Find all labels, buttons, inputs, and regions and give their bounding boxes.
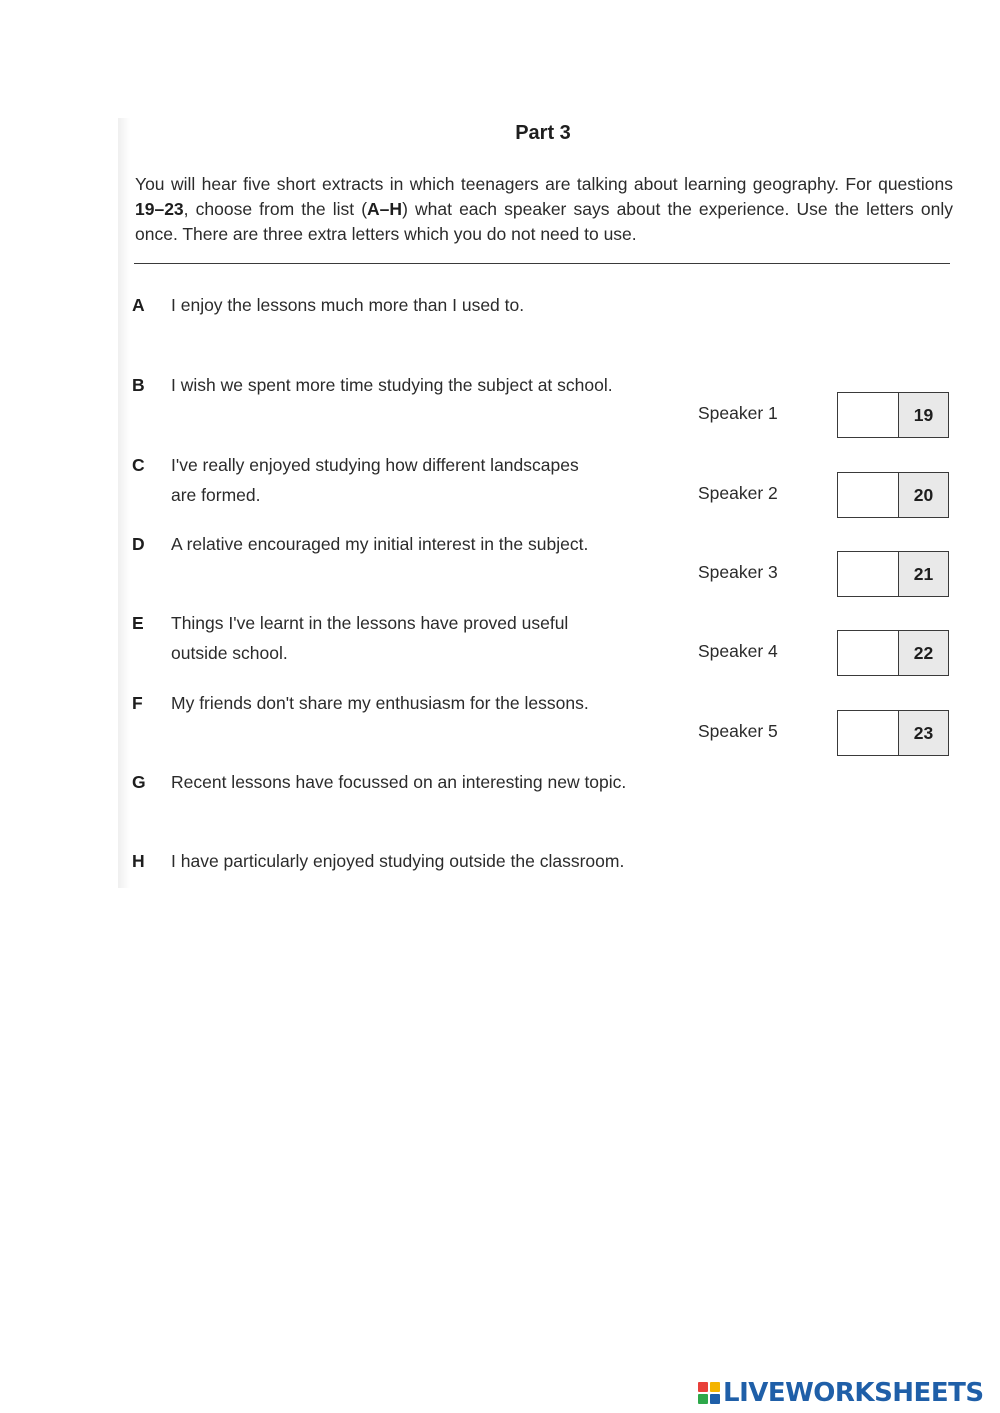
- speaker-row-1: [698, 392, 950, 438]
- answer-input-speaker-1[interactable]: [838, 393, 899, 437]
- answer-box: [837, 551, 949, 597]
- option-text-line-1: I've really enjoyed studying how different landscapes: [171, 455, 579, 475]
- question-number: 23: [899, 711, 948, 755]
- instructions-mid: , choose from the list (: [183, 199, 368, 219]
- brand-logo: [698, 1378, 984, 1408]
- option-text: [171, 608, 691, 668]
- divider: [134, 263, 950, 264]
- page-edge-shadow: [118, 118, 130, 888]
- option-text: My friends don't share my enthusiasm for the lessons.: [171, 693, 589, 713]
- instructions: [135, 172, 953, 247]
- option-d: [132, 529, 692, 559]
- answer-input-speaker-5[interactable]: [838, 711, 899, 755]
- instructions-question-range: 19–23: [135, 199, 184, 219]
- option-letter: G: [132, 772, 146, 792]
- option-letter: A: [132, 295, 145, 315]
- answer-input-speaker-2[interactable]: [838, 473, 899, 517]
- speaker-label: Speaker 3: [698, 562, 778, 582]
- brand-name: LIVEWORKSHEETS: [723, 1378, 984, 1408]
- speaker-row-5: [698, 710, 950, 756]
- speaker-row-4: [698, 630, 950, 676]
- answer-box: [837, 392, 949, 438]
- page-title: Part 3: [515, 122, 571, 144]
- speaker-label: Speaker 1: [698, 403, 778, 423]
- question-number: 21: [899, 552, 948, 596]
- speaker-label: Speaker 2: [698, 483, 778, 503]
- option-text-line-2: are formed.: [171, 485, 261, 505]
- speaker-label: Speaker 4: [698, 641, 778, 661]
- option-text: Recent lessons have focussed on an interesting new topic.: [171, 772, 627, 792]
- option-a: [132, 290, 692, 320]
- question-number: 20: [899, 473, 948, 517]
- question-number: 19: [899, 393, 948, 437]
- option-e: [132, 608, 692, 668]
- option-g: [132, 767, 692, 797]
- option-letter: D: [132, 534, 145, 554]
- speaker-row-3: [698, 551, 950, 597]
- instructions-letter-range: A–H: [367, 199, 403, 219]
- answer-input-speaker-3[interactable]: [838, 552, 899, 596]
- answer-box: [837, 630, 949, 676]
- option-text: I have particularly enjoyed studying outside the classroom.: [171, 851, 625, 871]
- option-text: I enjoy the lessons much more than I used to.: [171, 295, 525, 315]
- option-letter: H: [132, 851, 145, 871]
- option-text: I wish we spent more time studying the subject at school.: [171, 375, 613, 395]
- option-c: [132, 450, 692, 510]
- option-text-line-1: Things I've learnt in the lessons have proved useful: [171, 613, 569, 633]
- option-letter: F: [132, 693, 143, 713]
- speaker-label: Speaker 5: [698, 721, 778, 741]
- answer-box: [837, 472, 949, 518]
- option-b: [132, 370, 692, 400]
- answer-input-speaker-4[interactable]: [838, 631, 899, 675]
- option-f: [132, 688, 692, 718]
- speaker-row-2: [698, 472, 950, 518]
- option-h: [132, 846, 692, 876]
- option-text: A relative encouraged my initial interest in the subject.: [171, 534, 589, 554]
- answer-box: [837, 710, 949, 756]
- option-letter: E: [132, 613, 144, 633]
- instructions-outro: ) what each speaker says about the experience. Use the letters only once. There are three extra letters which you do not need to use.: [135, 199, 954, 244]
- option-letter: C: [132, 455, 145, 475]
- option-letter: B: [132, 375, 145, 395]
- instructions-intro: You will hear five short extracts in which teenagers are talking about learning geography. For questions: [135, 174, 953, 194]
- option-text: [171, 450, 691, 510]
- option-text-line-2: outside school.: [171, 643, 288, 663]
- question-number: 22: [899, 631, 948, 675]
- liveworksheets-logo-icon: [698, 1382, 720, 1404]
